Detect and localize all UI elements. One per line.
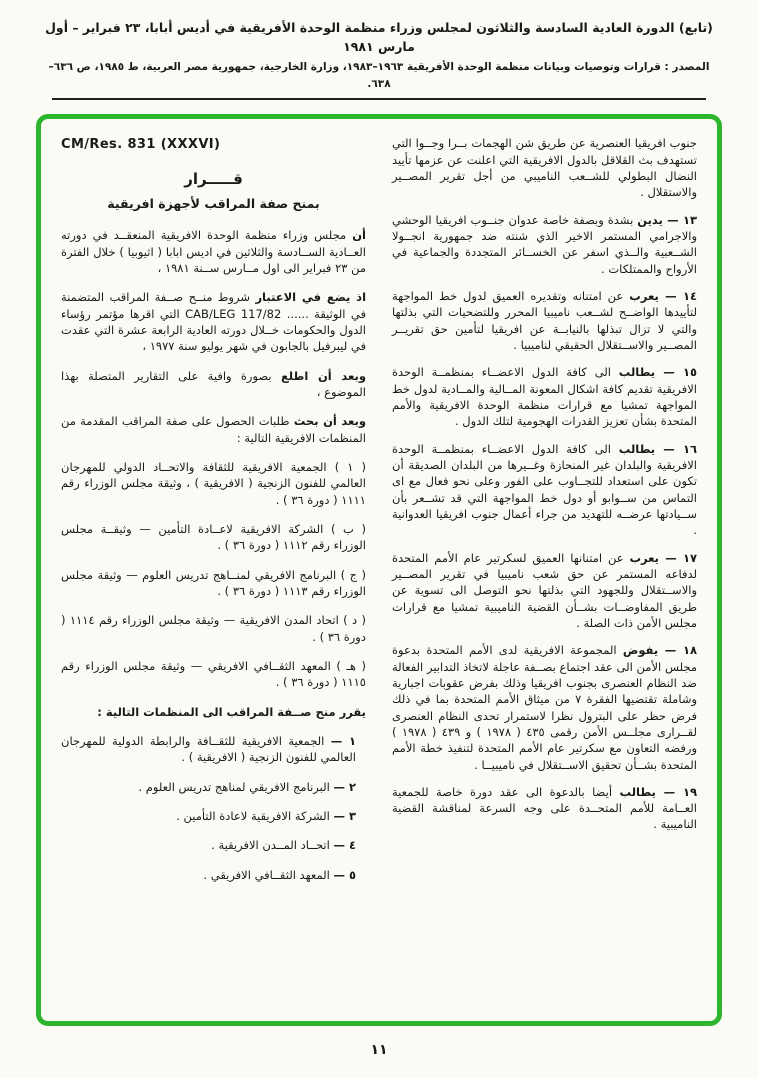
paragraph-13 [392, 212, 697, 277]
paragraph-text: ( ١ ) الجمعية الافريقية للثقافة والاتحــاد الدولي للمهرجان العالمي للفنون الزنجية ( الافريقية ) ، وثيقة مجلس الوزراء رقم ١١١١ ( دورة ٣٦ ) . [61, 459, 366, 507]
paragraph-lead: ١٤ — يعرب [629, 288, 698, 303]
paragraph-lead: ١ — [330, 733, 357, 748]
granted-org-2 [61, 779, 366, 795]
paragraph-text: البرنامج الافريقي لمناهج تدريس العلوم . [138, 779, 330, 794]
paragraph-17 [392, 550, 697, 632]
paragraph-lead: ١٥ — يطالب [618, 365, 697, 380]
paragraph-lead: أن [352, 228, 366, 243]
granted-org-4 [61, 837, 366, 853]
granted-org-1 [61, 733, 366, 766]
paragraph-text: الى كافة الدول الاعضــاء بمنظمــة الوحدة الافريقية والبلدان غير المنحازة وغــيرها من البلدان الصديقة أن تكون على استعداد للتجــاوب على الفور وعلى نحو فعال مع اى التماس من ســوابو أو دول خط المواجهة التي قد تشــعر بأن ســيادتها عرضــه للتهديد من جراء أعمال جنوب افريقيا العدوانية . [392, 441, 697, 538]
preamble-paragraph [61, 413, 366, 446]
header-session-line: (تابع) الدورة العادية السادسة والثلاثون لمجلس وزراء منظمة الوحدة الأفريقية في أديس أبابا، ٢٣ فبراير – أول مارس ١٩٨١ [45, 20, 713, 55]
left-column [61, 135, 366, 1011]
paragraph-text: ( ج ) البرنامج الافريقي لمنــاهج تدريس العلوم — وثيقة مجلس الوزراء رقم ١١١٣ ( دورة ٣٦ ) . [61, 567, 366, 598]
resolution-subtitle: بمنح صفة المراقب لأجهزة افريقية [107, 196, 320, 212]
document-item-b [61, 521, 366, 554]
granted-org-3 [61, 808, 366, 824]
paragraph-text: ( ب ) الشركة الافريقية لاعــادة التأمين — وثيقــة مجلس الوزراء رقم ١١١٢ ( دورة ٣٦ ) . [61, 521, 366, 553]
paragraph-lead: ٢ — [333, 779, 356, 794]
paragraph-text: اتحــاد المــدن الافريقية . [211, 838, 330, 853]
paragraph-18 [392, 642, 697, 773]
paragraph-lead: وبعد أن اطلع [280, 368, 366, 383]
document-item-d [61, 612, 366, 645]
paragraph-text: الشركة الافريقية لاعادة التأمين . [176, 808, 330, 823]
paragraph-text: بشدة وبصفة خاصة عدوان جنــوب افريقيا الوحشي والاجرامي المستمر الاخير الذي شنته ضد جمهورية انجــولا الشــعبية والــذي اسفر عن الخســائر المتجددة والجماعية في الأرواح والممتلكات . [392, 212, 697, 276]
paragraph-text: طلبات الحصول على صفة المراقب المقدمة من المنظمات الافريقية التالية : [61, 414, 366, 445]
paragraph-text: المجموعة الافريقية لدى الأمم المتحدة بدعوة مجلس الأمن الى عقد اجتماع بصــفة عاجلة لاتخاذ التدابير الفعالة ضد النظام العنصرى بجنوب افريقيا وذلك بفرض عقوبات اجبارية وشاملة تقتضيها الفقرة ٧ من ميثاق الأمم المتحدة بما في ذلك فرض حظر على البترول نظرا لاستمرار تحدى النظام العنصرى لقــرارى مجلــس الأمن رقمى ٤٣٥ ( ١٩٧٨ ) و ٤٣٩ ( ١٩٧٨ ) ورفضه التعاون مع سكرتير عام الأمم المتحدة لتنفيذ خطة الأمم المتحدة بشــأن تحقيق الاســتقلال في ناميبيــا . [392, 643, 698, 772]
paragraph-19 [392, 784, 697, 833]
header-source-line: المصدر : قرارات وتوصيات وبيانات منظمة الوحدة الأفريقية ١٩٦٣–١٩٨٣، وزارة الخارجية، جمهورية مصر العربية، ط ١٩٨٥، ص ٦٣٦–٦٣٨. [48, 60, 710, 90]
document-item-a [61, 459, 366, 508]
paragraph-text: الى كافة الدول الاعضــاء بمنظمــة الوحدة الافريقية تقديم كافة اشكال المعونة المــالية والمــادية لدول خط المواجهة تمشيا مع قرارات منظمة الوحدة الافريقية والأمم المتحدة بشأن تعزيز القدرات الهجومية لتلك الدول . [392, 365, 697, 429]
paragraph-lead: ٥ — [333, 867, 356, 882]
page-number: ١١ [370, 1042, 388, 1059]
header-rule [52, 98, 706, 100]
paragraph-lead: ٤ — [333, 838, 356, 853]
paragraph-lead: ١٦ — يطالب [618, 441, 697, 456]
operative-decision-line [61, 704, 366, 720]
preamble-paragraph [61, 227, 366, 276]
paragraph-continuation [392, 135, 697, 200]
paragraph-text: الجمعية الافريقية للثقــافة والرابطة الدولية للمهرجان العالمي للفنون الزنجية ( الافريقية ) . [61, 733, 356, 765]
paragraph-15 [392, 364, 697, 429]
right-column [392, 135, 697, 1011]
paragraph-lead: ١٣ — يدين [637, 212, 698, 227]
paragraph-lead: ١٩ — يطالب [619, 784, 698, 799]
paragraph-text: أيضا بالدعوة الى عقد دورة خاصة للجمعية العــامة للأمم المتحــدة على وجه السرعة لمناقشة القضية الناميبية . [392, 784, 697, 832]
paragraph-lead: ٣ — [333, 808, 356, 823]
paragraph-lead: يقرر منح صــفة المراقب الى المنظمات التالية : [97, 704, 366, 719]
granted-org-5 [61, 867, 366, 883]
resolution-reference: CM/Res. 831 (XXXVI) [61, 137, 221, 153]
preamble-paragraph [61, 289, 366, 354]
paragraph-lead: اذ يضع في الاعتبار [255, 290, 367, 305]
paragraph-text: ( د ) اتحاد المدن الافريقية — وثيقة مجلس الوزراء رقم ١١١٤ ( دورة ٣٦ ) . [61, 613, 366, 644]
two-column-layout [61, 135, 697, 1011]
paragraph-14 [392, 288, 697, 353]
paragraph-text: عن امتنانه وتقديره العميق لدول خط المواجهة لتأييدها الواضــح لشــعب ناميبيا المحرر وللتضحيات التي بذلتها والتي لا تزال تبذلها بالنيابــة عن افريقيا لتأمين حق تقريــر المصــير والاســتقلال الحقيقي لناميبيا . [392, 288, 697, 352]
paragraph-text: ( هـ ) المعهد الثقــافي الافريقي — وثيقة مجلس الوزراء رقم ١١١٥ ( دورة ٣٦ ) . [61, 658, 366, 690]
page-header [0, 18, 758, 92]
paragraph-text: شروط منــح صــفة المراقب المتضمنة في الوثيقة ...... CAB/LEG 117/82 التي اقرها مؤتمر رؤساء الدول والحكومات خــلال دورته العادية الرابعة عشرة التي عقدت في ليبرفيل بالجابون في شهر يوليو سنة ١٩٧٧ ، [61, 290, 367, 354]
green-frame [36, 114, 722, 1026]
paragraph-text: مجلس وزراء منظمة الوحدة الافريقية المنعقــد في دورته العــادية الســادسة والثلاثين في اديس ابابا ( اثيوبيا ) خلال الفترة من ٢٣ فبراير الى اول مــارس ســنة ١٩٨١ ، [61, 228, 366, 275]
paragraph-lead: وبعد أن بحث [293, 414, 366, 429]
paragraph-16 [392, 441, 697, 539]
paragraph-text: بصورة وافية على التقارير المتصلة بهذا الموضوع ، [61, 368, 366, 399]
resolution-title: قـــــرار [184, 170, 243, 189]
paragraph-text: المعهد الثقــافي الافريقي . [203, 867, 330, 882]
preamble-paragraph [61, 368, 366, 401]
document-item-e [61, 658, 366, 691]
paragraph-lead: ١٨ — يفوض [622, 643, 697, 658]
document-item-c [61, 567, 366, 600]
paragraph-text: جنوب افريقيا العنصرية عن طريق شن الهجمات بــرا وجــوا التي تستهدف بث القلاقل بالدول الافريقية التي اعلنت عن عزمها تأييد النضال البطولي للشــعب الناميبي من أجل تقرير المصــير والاستقلال . [392, 136, 697, 200]
paragraph-text: عن امتنانها العميق لسكرتير عام الأمم المتحدة لدفاعه المستمر عن حق شعب ناميبيا في تقرير المصــير والاســتقلال وللجهود التي بذلتها نحو التوصل الى تسوية عن طريق المفاوضــات بشــأن القضية الناميبية تمشيا مع قرارات مجلس الأمن ذات الصلة . [392, 550, 697, 630]
paragraph-lead: ١٧ — يعرب [629, 550, 698, 565]
